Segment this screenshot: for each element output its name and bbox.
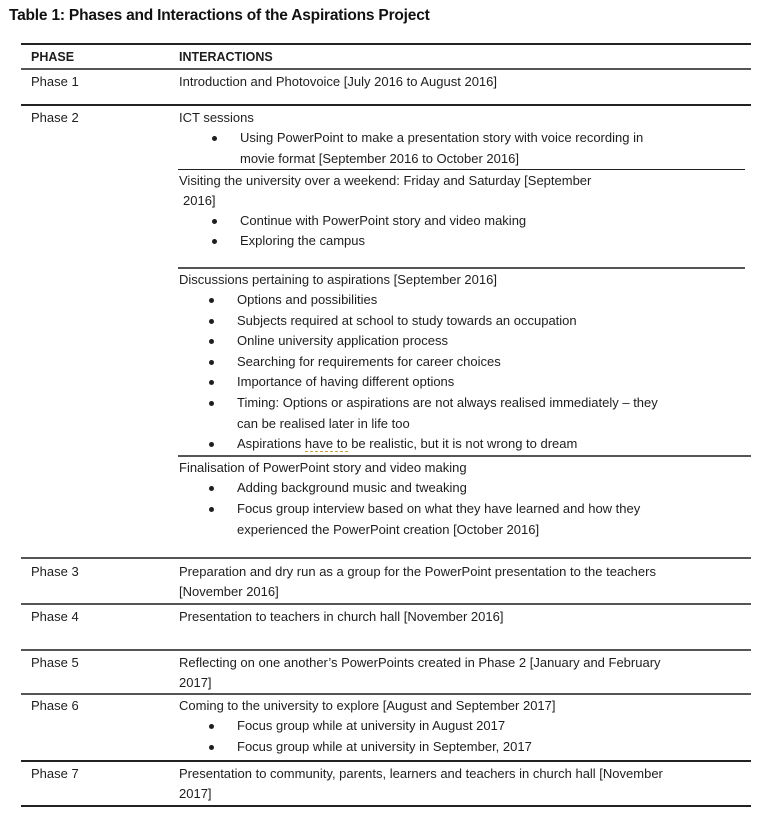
bullet-line: experienced the PowerPoint creation [October 2016]: [237, 521, 540, 537]
bullet-item: [237, 434, 577, 455]
bullet-line: Options and possibilities: [237, 292, 378, 307]
bullet-item: [237, 393, 658, 434]
phase-interactions: [November 2016]: [179, 584, 279, 599]
row-divider: [21, 693, 751, 695]
column-header-phase: PHASE: [31, 50, 75, 64]
section-heading-cont: 2016]: [183, 193, 216, 208]
row-divider: [21, 603, 751, 605]
bullet-line: Focus group while at university in August 2017: [237, 718, 506, 733]
bullet-item: [240, 231, 365, 252]
phase-interactions: Preparation and dry run as a group for the PowerPoint presentation to the teachers: [179, 564, 656, 579]
phase-label: Phase 6: [31, 698, 79, 713]
phase-label: Phase 4: [31, 609, 79, 624]
bullet-item: [237, 499, 640, 540]
bullet-line: Exploring the campus: [240, 233, 366, 248]
phase-interactions: Reflecting on one another’s PowerPoints created in Phase 2 [January and February: [179, 655, 661, 670]
bullet-line: Online university application process: [237, 333, 448, 348]
row-divider: [21, 104, 751, 106]
bullet-item: [237, 352, 501, 373]
grammar-underline: have to: [304, 436, 348, 451]
table-top-rule: [21, 43, 751, 45]
bullet-item: [237, 331, 448, 352]
table-title: Table 1: Phases and Interactions of the Aspirations Project: [9, 7, 430, 24]
bullet-item: [237, 290, 377, 311]
phase-interactions: Introduction and Photovoice [July 2016 to August 2016]: [179, 74, 498, 89]
bullet-line: Focus group interview based on what they have learned and how they: [237, 501, 641, 516]
bullet-line: Using PowerPoint to make a presentation story with voice recording in: [240, 130, 644, 145]
row-divider: [21, 649, 751, 651]
phase-label: Phase 5: [31, 655, 79, 670]
bullet-item: [237, 478, 467, 499]
bullet-line: be realistic, but it is not wrong to dream: [347, 436, 578, 451]
bullet-item: [237, 311, 577, 332]
section-heading: Discussions pertaining to aspirations [September 2016]: [179, 272, 497, 287]
table-bottom-rule: [21, 805, 751, 807]
bullet-line: movie format [September 2016 to October 2016]: [240, 150, 519, 166]
subsection-divider: [178, 267, 745, 269]
bullet-line: Aspirations: [237, 436, 305, 451]
subsection-divider: [178, 169, 745, 170]
bullet-line: Timing: Options or aspirations are not always realised immediately – they: [237, 395, 658, 410]
bullet-line: Importance of having different options: [237, 374, 455, 389]
bullet-item: [237, 737, 532, 758]
bullet-line: Continue with PowerPoint story and video making: [240, 213, 527, 228]
bullet-line: Searching for requirements for career choices: [237, 354, 501, 369]
bullet-item: [237, 372, 454, 393]
phase-interactions: 2017]: [179, 675, 212, 690]
phase-label: Phase 3: [31, 564, 79, 579]
subsection-divider: [178, 455, 751, 457]
phase-label: Phase 2: [31, 110, 79, 125]
phase-interactions: Presentation to community, parents, learners and teachers in church hall [November: [179, 766, 663, 781]
phase-interactions: Presentation to teachers in church hall [November 2016]: [179, 609, 504, 624]
bullet-line: Subjects required at school to study towards an occupation: [237, 313, 577, 328]
section-heading: Coming to the university to explore [August and September 2017]: [179, 698, 556, 713]
phase-label: Phase 7: [31, 766, 79, 781]
header-bottom-rule: [21, 68, 751, 70]
column-header-interactions: INTERACTIONS: [179, 50, 273, 64]
section-heading: ICT sessions: [179, 110, 254, 125]
phase-label: Phase 1: [31, 74, 79, 89]
bullet-line: Adding background music and tweaking: [237, 480, 467, 495]
bullet-item: [240, 128, 643, 169]
row-divider: [21, 760, 751, 762]
section-heading: Finalisation of PowerPoint story and video making: [179, 460, 467, 475]
section-heading: Visiting the university over a weekend: Friday and Saturday [September: [179, 173, 592, 188]
bullet-line: can be realised later in life too: [237, 415, 410, 431]
bullet-line: Focus group while at university in September, 2017: [237, 739, 532, 754]
bullet-item: [240, 211, 526, 232]
row-divider: [21, 557, 751, 559]
phase-interactions: 2017]: [179, 786, 212, 801]
bullet-item: [237, 716, 505, 737]
